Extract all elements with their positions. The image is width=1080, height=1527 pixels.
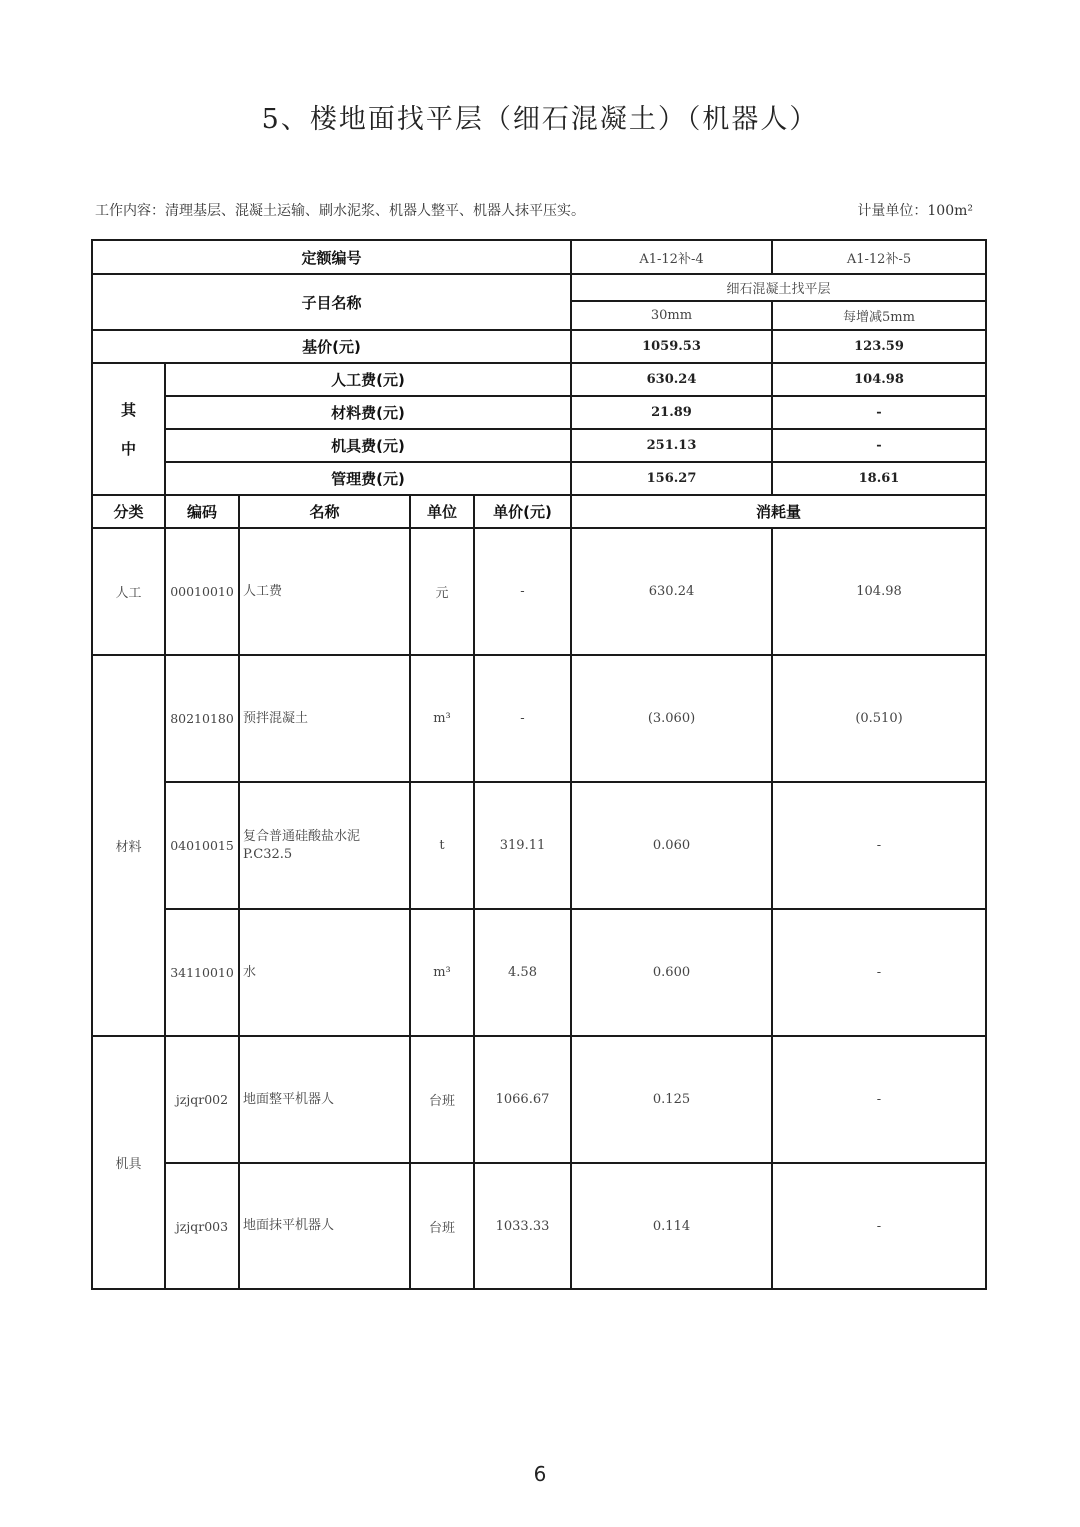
measure-unit: 计量单位：100m² bbox=[857, 203, 973, 219]
col-code: 编码 bbox=[165, 495, 239, 528]
row-unit: t bbox=[410, 782, 474, 909]
row-name: 地面整平机器人 bbox=[239, 1036, 410, 1163]
breakdown-label: 材料费(元) bbox=[165, 396, 571, 429]
row-unit-price: 4.58 bbox=[474, 909, 571, 1036]
row-name-line-1: 复合普通硅酸盐水泥 bbox=[243, 828, 361, 844]
row-name: 水 bbox=[239, 909, 410, 1036]
row-code: jzjqr002 bbox=[165, 1036, 239, 1163]
row-code: 34110010 bbox=[165, 909, 239, 1036]
breakdown-label: 管理费(元) bbox=[165, 462, 571, 495]
category-labor: 人工 bbox=[92, 528, 165, 655]
breakdown-row bbox=[92, 462, 986, 495]
row-unit-price: 319.11 bbox=[474, 782, 571, 909]
row-name-line-2: P.C32.5 bbox=[243, 846, 293, 862]
row-qty-2: - bbox=[772, 782, 986, 909]
table-row bbox=[92, 782, 986, 909]
quota-number-row bbox=[92, 240, 986, 274]
row-qty-2: - bbox=[772, 1163, 986, 1289]
row-name bbox=[239, 782, 410, 909]
row-code: jzjqr003 bbox=[165, 1163, 239, 1289]
item-group: 细石混凝土找平层 bbox=[571, 274, 986, 301]
of-which-label bbox=[92, 363, 165, 495]
row-unit-price: - bbox=[474, 655, 571, 782]
row-qty-1: 630.24 bbox=[571, 528, 772, 655]
row-unit: 台班 bbox=[410, 1163, 474, 1289]
quota-number-2: A1-12补-5 bbox=[772, 240, 986, 274]
work-content: 工作内容：清理基层、混凝土运输、刷水泥浆、机器人整平、机器人抹平压实。 bbox=[95, 203, 585, 219]
breakdown-row bbox=[92, 429, 986, 462]
breakdown-value: 630.24 bbox=[571, 363, 772, 396]
row-unit-price: 1066.67 bbox=[474, 1036, 571, 1163]
breakdown-row bbox=[92, 363, 986, 396]
col-unit: 单位 bbox=[410, 495, 474, 528]
row-unit: m³ bbox=[410, 909, 474, 1036]
page-number: 6 bbox=[533, 1462, 547, 1486]
breakdown-label: 人工费(元) bbox=[165, 363, 571, 396]
base-price-2: 123.59 bbox=[772, 330, 986, 363]
item-name-row bbox=[92, 274, 986, 301]
category-material: 材料 bbox=[92, 655, 165, 1036]
breakdown-label: 机具费(元) bbox=[165, 429, 571, 462]
col-consumption: 消耗量 bbox=[571, 495, 986, 528]
table-row bbox=[92, 1163, 986, 1289]
row-unit: 台班 bbox=[410, 1036, 474, 1163]
table-row bbox=[92, 909, 986, 1036]
col-category: 分类 bbox=[92, 495, 165, 528]
quota-number-label: 定额编号 bbox=[92, 240, 571, 274]
row-unit: m³ bbox=[410, 655, 474, 782]
row-qty-1: 0.125 bbox=[571, 1036, 772, 1163]
col-name: 名称 bbox=[239, 495, 410, 528]
col-unit-price: 单价(元) bbox=[474, 495, 571, 528]
breakdown-row bbox=[92, 396, 986, 429]
table-row bbox=[92, 528, 986, 655]
of-which-char-1: 其 bbox=[120, 401, 136, 419]
base-price-1: 1059.53 bbox=[571, 330, 772, 363]
breakdown-value: - bbox=[772, 429, 986, 462]
quota-number-1: A1-12补-4 bbox=[571, 240, 772, 274]
breakdown-value: 18.61 bbox=[772, 462, 986, 495]
row-name: 人工费 bbox=[239, 528, 410, 655]
row-qty-2: 104.98 bbox=[772, 528, 986, 655]
row-qty-2: (0.510) bbox=[772, 655, 986, 782]
row-qty-2: - bbox=[772, 909, 986, 1036]
item-name-label: 子目名称 bbox=[92, 274, 571, 330]
row-qty-2: - bbox=[772, 1036, 986, 1163]
breakdown-value: 251.13 bbox=[571, 429, 772, 462]
base-price-row bbox=[92, 330, 986, 363]
breakdown-value: 21.89 bbox=[571, 396, 772, 429]
page-title: 5、楼地面找平层（细石混凝土）（机器人） bbox=[261, 104, 819, 135]
row-code: 80210180 bbox=[165, 655, 239, 782]
breakdown-value: 104.98 bbox=[772, 363, 986, 396]
row-code: 00010010 bbox=[165, 528, 239, 655]
quota-table bbox=[91, 239, 987, 1290]
table-row bbox=[92, 655, 986, 782]
row-code: 04010015 bbox=[165, 782, 239, 909]
breakdown-value: 156.27 bbox=[571, 462, 772, 495]
column-header-row bbox=[92, 495, 986, 528]
row-qty-1: 0.060 bbox=[571, 782, 772, 909]
row-unit-price: 1033.33 bbox=[474, 1163, 571, 1289]
row-qty-1: 0.600 bbox=[571, 909, 772, 1036]
row-name: 预拌混凝土 bbox=[239, 655, 410, 782]
item-name-1: 30mm bbox=[571, 301, 772, 330]
category-machine: 机具 bbox=[92, 1036, 165, 1289]
row-name: 地面抹平机器人 bbox=[239, 1163, 410, 1289]
item-name-2: 每增减5mm bbox=[772, 301, 986, 330]
row-qty-1: 0.114 bbox=[571, 1163, 772, 1289]
of-which-char-2: 中 bbox=[120, 440, 136, 458]
base-price-label: 基价(元) bbox=[92, 330, 571, 363]
table-row bbox=[92, 1036, 986, 1163]
row-unit: 元 bbox=[410, 528, 474, 655]
row-unit-price: - bbox=[474, 528, 571, 655]
row-qty-1: (3.060) bbox=[571, 655, 772, 782]
breakdown-value: - bbox=[772, 396, 986, 429]
